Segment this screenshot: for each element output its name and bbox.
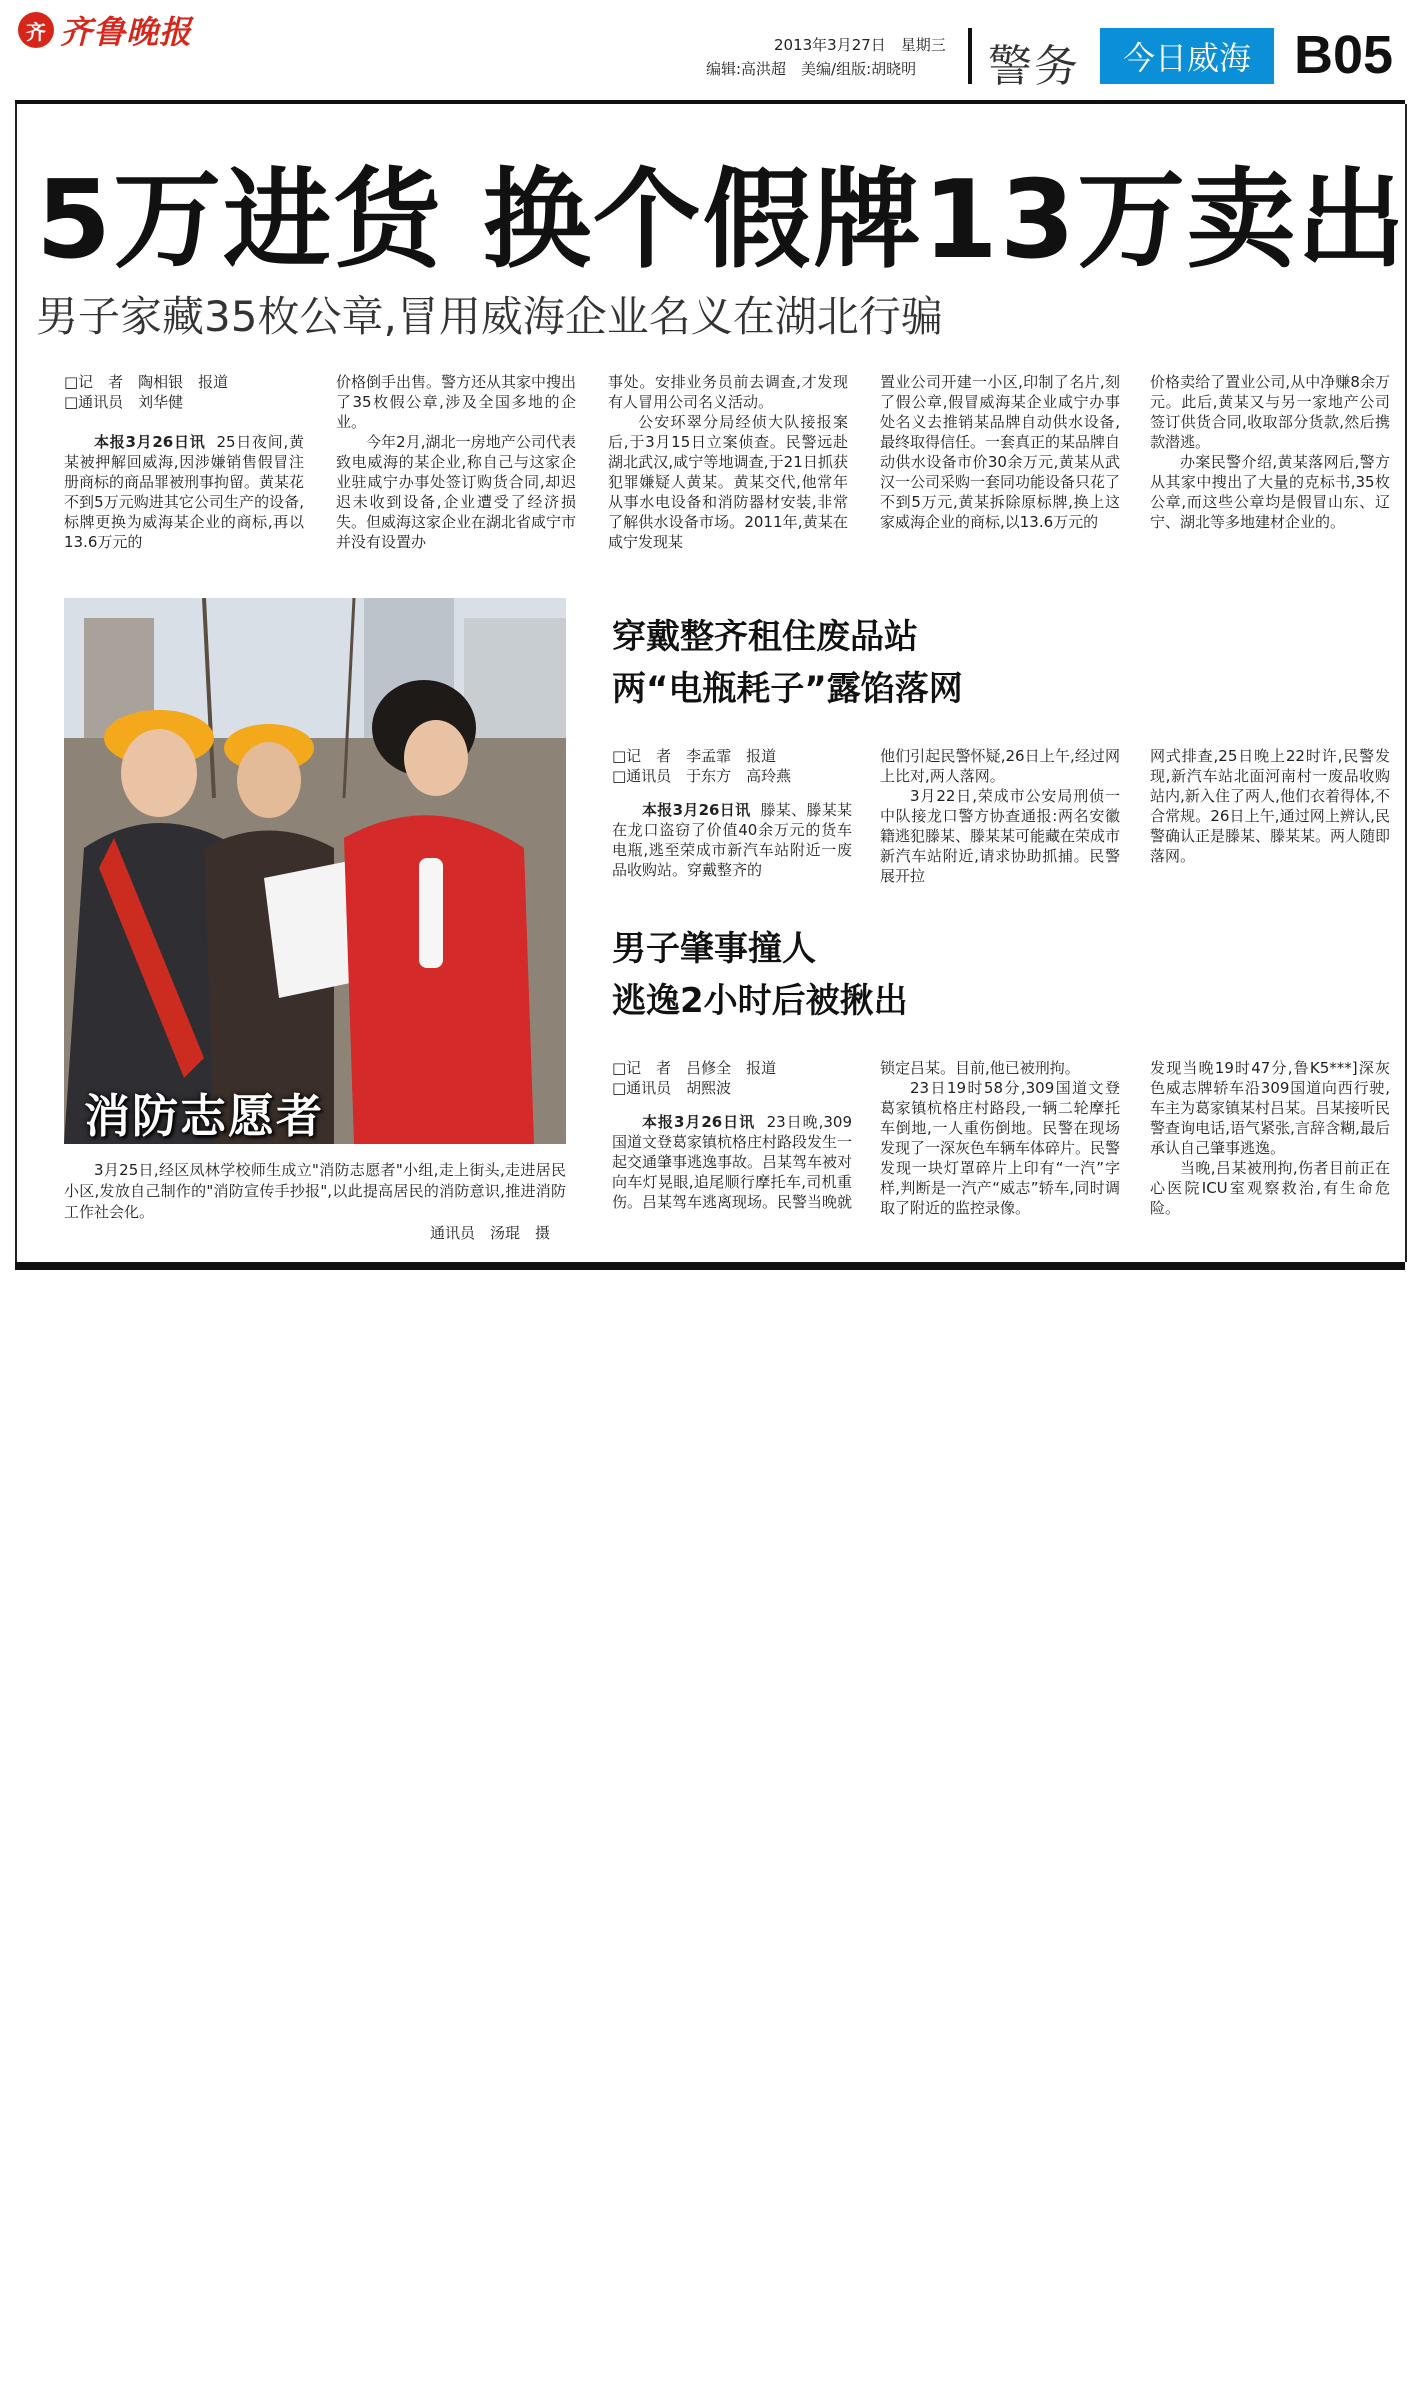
main-col1-paragraph: [64, 432, 304, 552]
photo-illustration: [64, 598, 566, 1144]
main-col2-paragraph-2: 今年2月,湖北一房地产公司代表致电威海的某企业,称自己与这家企业驻咸宁办事处签订购货合同,却迟迟未收到设备,企业遭受了经济损失。但威海这家企业在湖北省咸宁市并没有设置办: [336, 433, 577, 551]
main-byline-correspondent: □通讯员 刘华健: [64, 393, 184, 411]
main-headline: 5万进货 换个假牌13万卖出: [36, 158, 1408, 283]
main-subheadline: 男子家藏35枚公章,冒用威海企业名义在湖北行骗: [36, 292, 943, 341]
story3-col1-paragraph: [612, 1112, 852, 1212]
bottom-rule: [15, 1262, 1405, 1270]
main-story-column-2: [336, 372, 576, 552]
story2-col3-paragraph-1: 网式排查,25日晚上22时许,民警发现,新汽车站北面河南村一废品收购站内,新入住了两人,他们衣着得体,不合常规。26日上午,通过网上辨认,民警确认正是滕某、滕某某。两人随即落网。: [1150, 747, 1391, 865]
main-story-column-5: [1150, 372, 1390, 532]
story3-dateline: 本报3月26日讯: [642, 1113, 756, 1131]
story3-col3-paragraph-1: 发现当晚19时47分,鲁K5***]深灰色威志牌轿车沿309国道向西行驶,车主为葛家镇某村吕某。吕某接听民警查询电话,语气紧张,言辞含糊,最后承认自己肇事逃逸。: [1150, 1059, 1391, 1157]
story2-col2-paragraph-1: 他们引起民警怀疑,26日上午,经过网上比对,两人落网。: [880, 747, 1120, 785]
story2-byline-reporter: □记 者 李孟霏 报道: [612, 747, 777, 765]
main-story-column-1: [64, 372, 304, 552]
main-col5-paragraph-1: 价格卖给了置业公司,从中净赚8余万元。此后,黄某又与另一家地产公司签订供货合同,收取部分货款,然后携款潜逃。: [1150, 373, 1390, 451]
main-col5-paragraph-2: 办案民警介绍,黄某落网后,警方从其家中搜出了大量的克标书,35枚公章,而这些公章均是假冒山东、辽宁、湖北等多地建材企业的。: [1150, 453, 1390, 531]
story3-headline-line-1: 男子肇事撞人: [612, 929, 816, 969]
newspaper-logo: [18, 6, 218, 54]
page-number: B05: [1294, 25, 1394, 85]
story2-headline-line-2: 两“电瓶耗子”露馅落网: [612, 669, 963, 709]
story2-col2-paragraph-2: 3月22日,荣成市公安局刑侦一中队接龙口警方协查通报:两名安徽籍逃犯滕某、滕某某可能藏在荣成市新汽车站附近,请求协助抓捕。民警展开拉: [880, 787, 1121, 885]
story3-col2-paragraph-1: 锁定吕某。目前,他已被刑拘。: [880, 1059, 1080, 1077]
section-tag: 今日威海: [1100, 28, 1274, 84]
logo-mark: 齐: [18, 12, 54, 48]
main-story-column-3: [608, 372, 848, 552]
photo-caption-text: 3月25日,经区凤林学校师生成立"消防志愿者"小组,走上街头,走进居民小区,发放自己制作的"消防宣传手抄报",以此提高居民的消防意识,推进消防工作社会化。: [64, 1161, 566, 1221]
story2-column-2: [880, 746, 1120, 886]
main-col3-paragraph-2: 公安环翠分局经侦大队接报案后,于3月15日立案侦查。民警远赴湖北武汉,咸宁等地调查,于21日抓获犯罪嫌疑人黄某。黄某交代,他常年从事水电设备和消防器材安装,非常了解供水设备市场。2011年,黄某在咸宁发现某: [608, 413, 848, 551]
logo-text: 齐鲁晚报: [60, 13, 193, 51]
photo-credit: 通讯员 汤琨 摄: [430, 1224, 551, 1242]
editors-credit: 编辑:高洪超 美编/组版:胡晓明: [706, 60, 917, 78]
main-col4-paragraph-1: 置业公司开建一小区,印制了名片,刻了假公章,假冒威海某企业咸宁办事处名义去推销某品牌自动供水设备,最终取得信任。一套真正的某品牌自动供水设备市价30余万元,黄某从武汉一公司采购一套同功能设备只花了不到5万元,黄某拆除原标牌,换上这家威海企业的商标,以13.6万元的: [880, 373, 1121, 531]
story3-byline-reporter: □记 者 吕修全 报道: [612, 1059, 777, 1077]
main-story-column-4: [880, 372, 1120, 532]
photo-overlay-label: 消防志愿者: [84, 1089, 324, 1143]
story3-byline-correspondent: □通讯员 胡熙波: [612, 1079, 732, 1097]
main-col1-text: 25日夜间,黄某被押解回威海,因涉嫌销售假冒注册商标的商品罪被刑事拘留。黄某花不到5万元购进其它公司生产的设备,标牌更换为威海某企业的商标,再以13.6万元的: [64, 433, 305, 551]
story2-dateline: 本报3月26日讯: [642, 801, 751, 819]
story2-column-1: [612, 746, 852, 880]
main-col3-paragraph-1: 事处。安排业务员前去调查,才发现有人冒用公司名义活动。: [608, 373, 848, 411]
story2-column-3: [1150, 746, 1390, 866]
header-divider: [968, 28, 972, 84]
main-byline-reporter: □记 者 陶相银 报道: [64, 373, 229, 391]
story3-column-2: [880, 1058, 1120, 1218]
story2-byline-correspondent: □通讯员 于东方 高玲燕: [612, 767, 792, 785]
story2-col1-text: 滕某、滕某某在龙口盗窃了价值40余万元的货车电瓶,逃至荣成市新汽车站附近一废品收购站。穿戴整齐的: [612, 801, 852, 879]
photo-caption: [64, 1160, 566, 1223]
story3-column-3: [1150, 1058, 1390, 1218]
story3-headline-line-2: 逃逸2小时后被揪出: [612, 981, 908, 1021]
story3-col2-paragraph-2: 23日19时58分,309国道文登葛家镇杭格庄村路段,一辆二轮摩托车倒地,一人重伤倒地。民警在现场发现了一深灰色车辆车体碎片。民警发现一块灯罩碎片上印有“一汽”字样,判断是一汽产“威志”轿车,同时调取了附近的监控录像。: [880, 1079, 1121, 1217]
section-name: 警务: [988, 41, 1080, 92]
news-photo: [64, 598, 566, 1144]
story3-col3-paragraph-2: 当晚,吕某被刑拘,伤者目前正在心医院ICU室观察救治,有生命危险。: [1150, 1159, 1390, 1217]
story2-col1-paragraph: [612, 800, 852, 880]
story3-col1-text: 23日晚,309国道文登葛家镇杭格庄村路段发生一起交通肇事逃逸事故。吕某驾车被对向车灯晃眼,追尾顺行摩托车,司机重伤。吕某驾车逃离现场。民警当晚就: [612, 1113, 853, 1211]
story2-headline-line-1: 穿戴整齐租住废品站: [612, 617, 918, 657]
main-dateline: 本报3月26日讯: [94, 433, 206, 451]
story3-column-1: [612, 1058, 852, 1212]
main-col2-paragraph-1: 价格倒手出售。警方还从其家中搜出了35枚假公章,涉及全国多地的企业。: [336, 373, 577, 431]
issue-date: 2013年3月27日 星期三: [774, 36, 946, 54]
